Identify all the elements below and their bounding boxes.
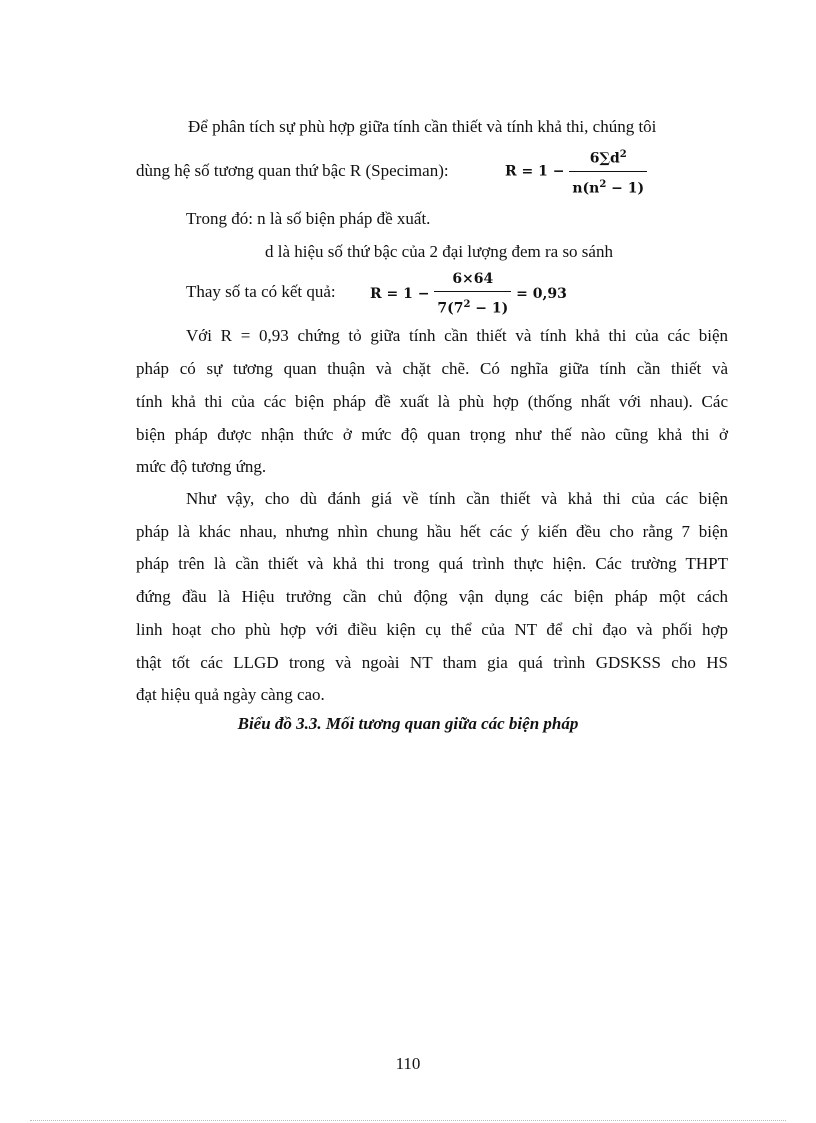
formula1-numerator-text: 6∑d <box>589 150 620 167</box>
paragraph2-line3: tính khả thi của các biện pháp đề xuất là phù hợp (thống nhất với nhau). Các <box>136 392 728 411</box>
formula2-fraction <box>434 268 511 320</box>
paragraph3-line3: pháp trên là cần thiết và khả thi trong quá trình thực hiện. Các trường THPT <box>136 554 728 573</box>
formula2-numerator: 6×64 <box>434 268 511 292</box>
paragraph2-line5: mức độ tương ứng. <box>136 457 267 476</box>
formula-spearman <box>505 144 647 197</box>
paragraph1-line2: dùng hệ số tương quan thứ bậc R (Speciman): <box>136 161 449 180</box>
formula-substitution <box>370 268 567 316</box>
figure-caption: Biểu đồ 3.3. Mối tương quan giữa các biện pháp <box>237 714 579 733</box>
formula1-numerator-exponent: 2 <box>619 149 627 160</box>
where-line2: d là hiệu số thứ bậc của 2 đại lượng đem ra so sánh <box>265 242 613 261</box>
formula2-lhs: R = 1 − <box>370 285 430 302</box>
formula1-denominator-tail: − 1) <box>606 180 645 197</box>
paragraph2-line1: Với R = 0,93 chứng tỏ giữa tính cần thiết và tính khả thi của các biện <box>186 326 728 345</box>
paragraph1-line1: Để phân tích sự phù hợp giữa tính cần thiết và tính khả thi, chúng tôi <box>188 117 657 136</box>
formula2-denominator-text: 7(7 <box>437 300 464 317</box>
substitute-label: Thay số ta có kết quả: <box>186 282 336 301</box>
where-line1: Trong đó: n là số biện pháp đề xuất. <box>186 209 431 228</box>
formula2-denominator-tail: − 1) <box>470 300 509 317</box>
paragraph3-line5: linh hoạt cho phù hợp với điều kiện cụ thể của NT để chỉ đạo và phối hợp <box>136 620 728 639</box>
formula1-denominator <box>569 172 647 200</box>
paragraph3-line2: pháp là khác nhau, nhưng nhìn chung hầu hết các ý kiến đều cho rằng 7 biện <box>136 522 728 541</box>
formula1-denominator-exponent: 2 <box>599 178 607 190</box>
paragraph3-line4: đứng đầu là Hiệu trưởng cần chủ động vận dụng các biện pháp một cách <box>136 587 728 606</box>
formula2-result: = 0,93 <box>516 285 567 302</box>
page-number: 110 <box>395 1054 421 1073</box>
formula2-denominator-exponent: 2 <box>463 299 471 310</box>
paragraph3-line1: Như vậy, cho dù đánh giá về tính cần thiết và khả thi của các biện <box>186 489 728 508</box>
paragraph3-line7: đạt hiệu quả ngày càng cao. <box>136 685 325 704</box>
paragraph3-line6: thật tốt các LLGD trong và ngoài NT tham gia quá trình GDSKSS cho HS <box>136 653 728 672</box>
paragraph2-line4: biện pháp được nhận thức ở mức độ quan trọng như thế nào cũng khả thi ở <box>136 425 728 444</box>
formula1-fraction <box>569 144 647 199</box>
page-bottom-rule <box>30 1120 786 1121</box>
formula1-denominator-text: n(n <box>572 180 600 197</box>
formula2-denominator <box>434 292 511 320</box>
formula1-numerator <box>569 144 647 172</box>
formula1-lhs: R = 1 − <box>505 163 565 180</box>
paragraph2-line2: pháp có sự tương quan thuận và chặt chẽ. Có nghĩa giữa tính cần thiết và <box>136 359 728 378</box>
